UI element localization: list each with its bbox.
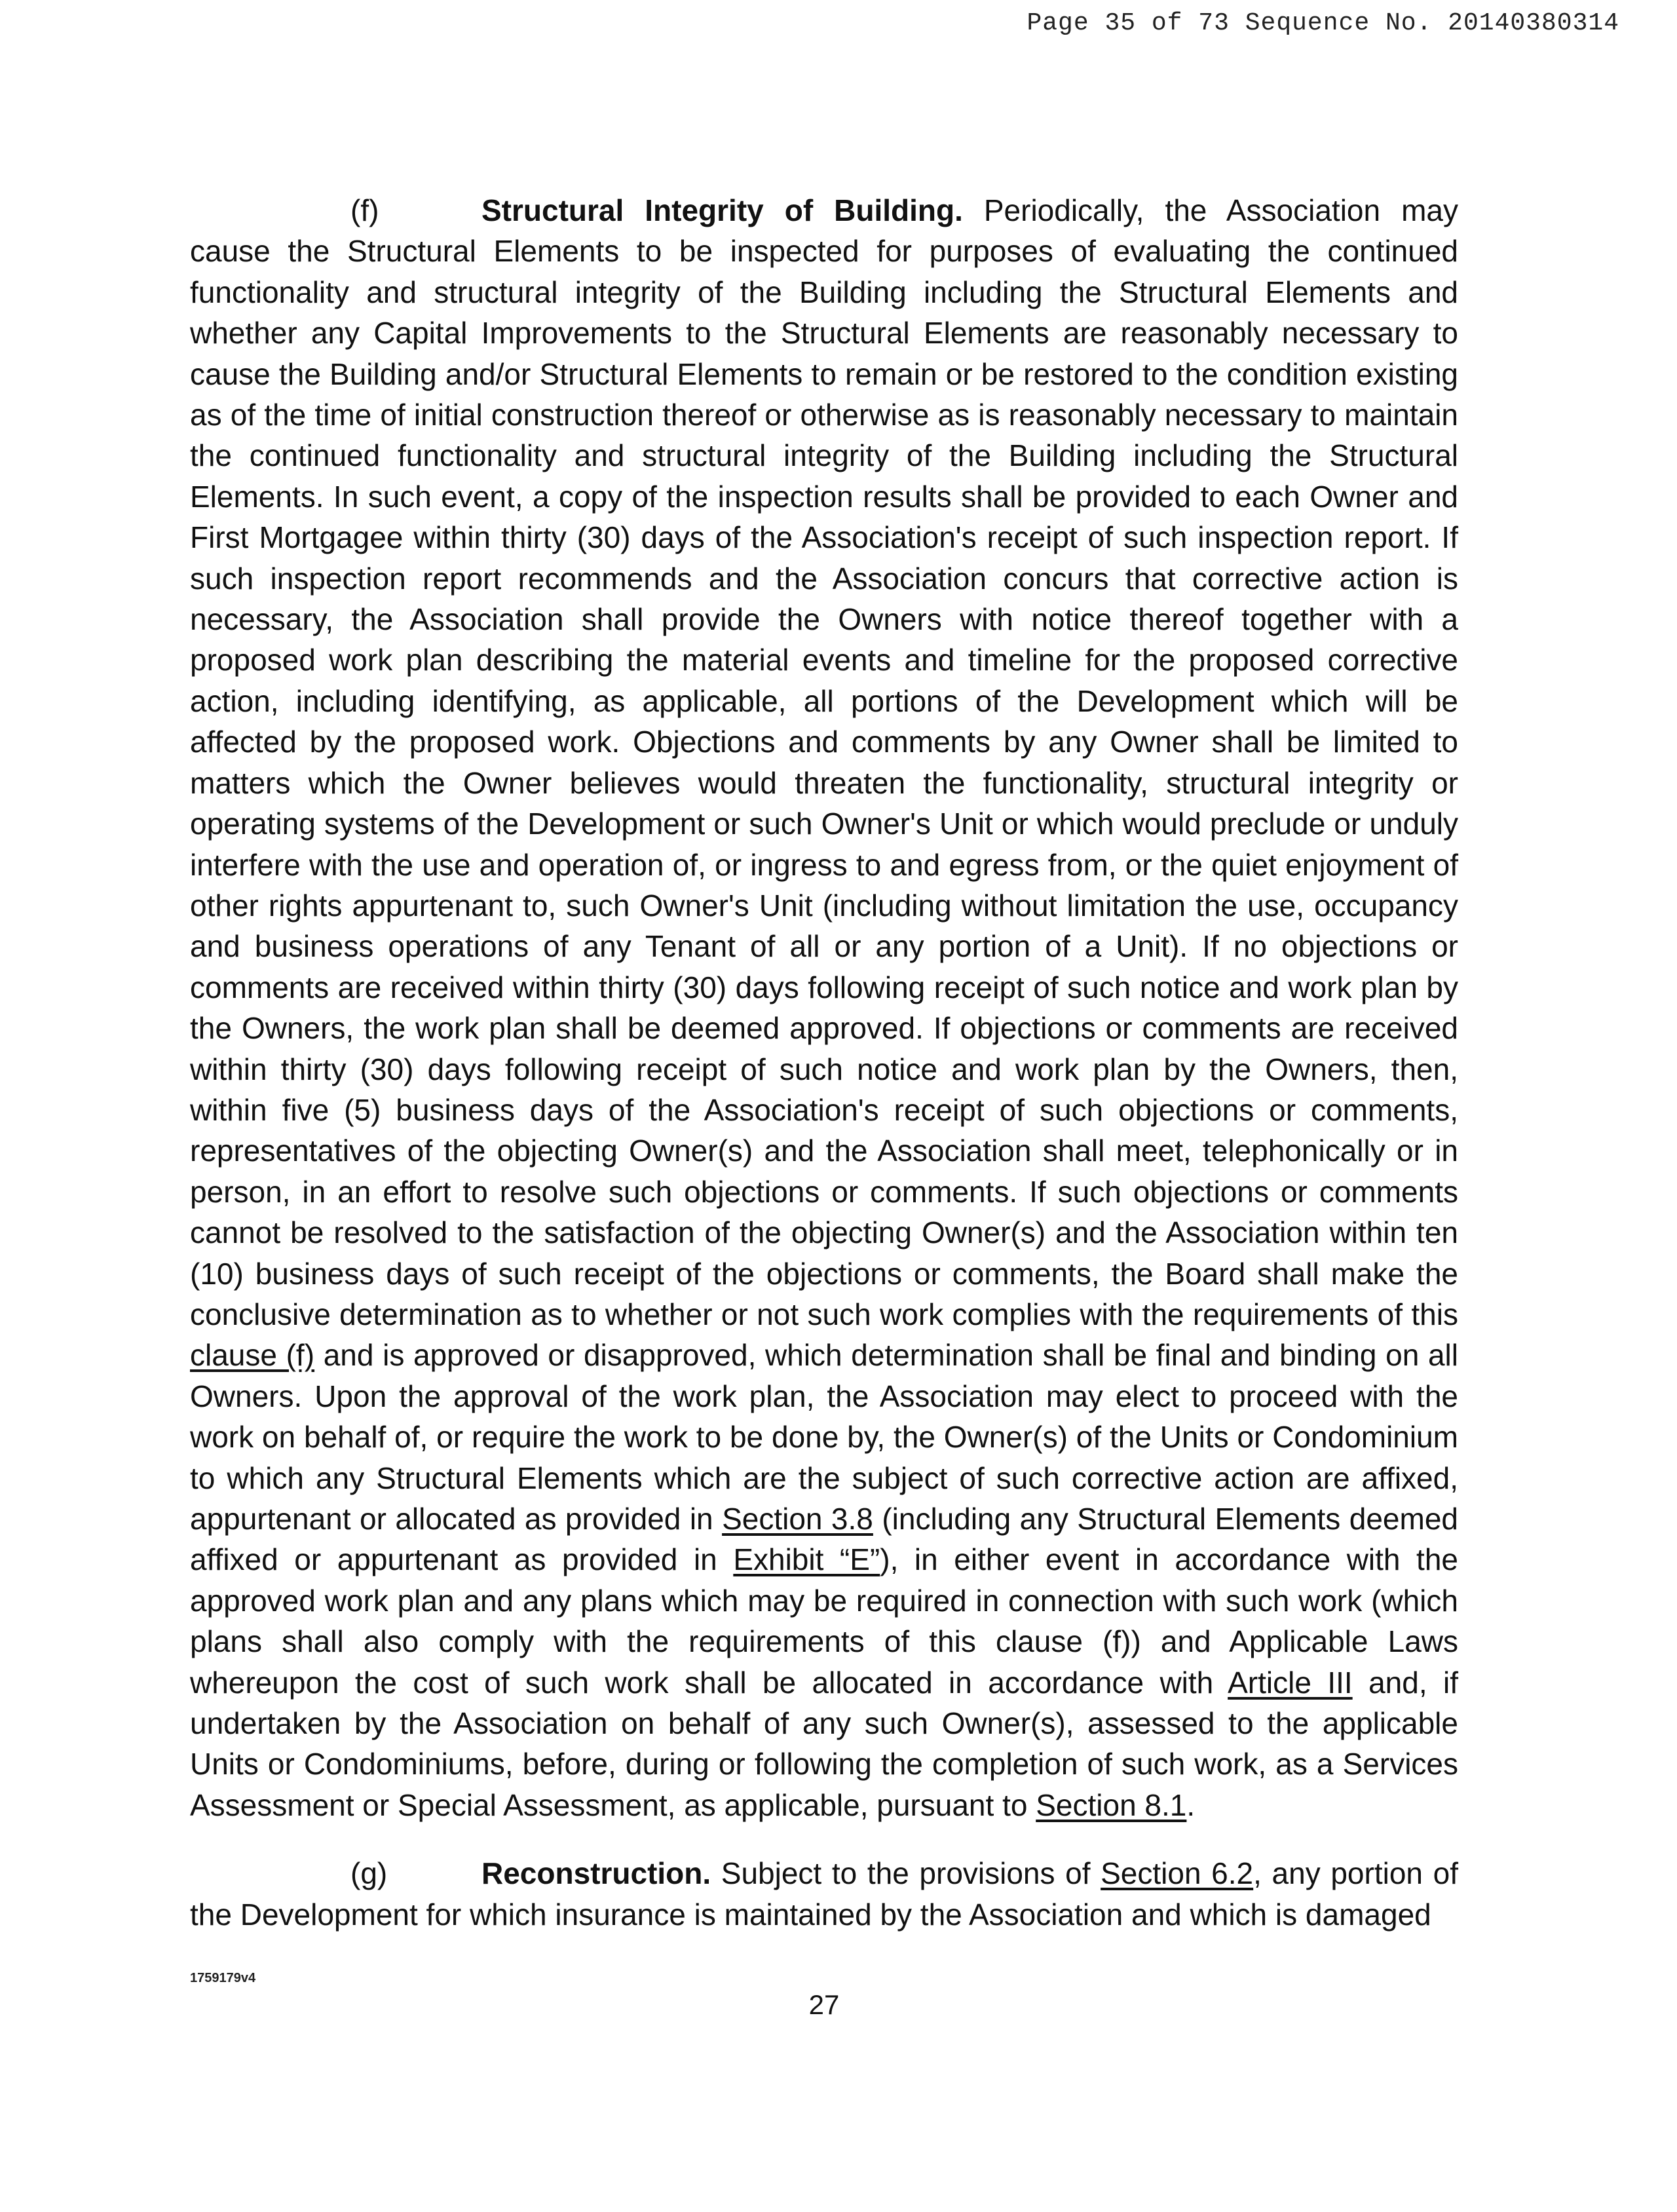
section-reference: Section 6.2 xyxy=(1101,1856,1254,1891)
section-heading: Structural Integrity of Building. xyxy=(481,193,963,227)
page-number: 27 xyxy=(808,1989,840,2020)
paragraph-text: Periodically, the Association may cause the Structural Elements to be inspected for purposes of evaluating the continued functionality and structural integrity of the Building including the Structural Elements and whether any Capital Improvements to the Structural Elements are reasonably necessary to cause the Building and/or Structural Elements to remain or be restored to the condition existing as of the time of initial construction thereof or otherwise as is reasonably necessary to maintain the continued functionality and structural integrity of the Building including the Structural Elements. In such event, a copy of the inspection results shall be provided to each Owner and First Mortgagee within thirty (30) days of the Association's receipt of such inspection report. If such inspection report recommends and the Association concurs that corrective action is necessary, the Association shall provide the Owners with notice thereof together with a proposed work plan describing the material events and timeline for the proposed corrective action, including identifying, as applicable, all portions of the Development which will be affected by the proposed work. Objections and comments by any Owner shall be limited to matters which the Owner believes would threaten the functionality, structural integrity or operating systems of the Development or such Owner's Unit or which would preclude or unduly interfere with the use and operation of, or ingress to and egress from, or the quiet enjoyment of other rights appurtenant to, such Owner's Unit (including without limitation the use, occupancy and business operations of any Tenant of all or any portion of a Unit). If no objections or comments are received within thirty (30) days following receipt of such notice and work plan by the Owners, the work plan shall be deemed approved. If objections or comments are received within thirty (30) days following receipt of such notice and work plan by the Owners, then, within five (5) business days of the Association's receipt of such objections or comments, representatives of the objecting Owner(s) and the Association shall meet, telephonically or in person, in an effort to resolve such objections or comments. If such objections or comments cannot be resolved to the satisfaction of the objecting Owner(s) and the Association within ten (10) business days of such receipt of the objections or comments, the Board shall make the conclusive determination as to whether or not such work complies with the requirements of this xyxy=(190,193,1458,1331)
article-reference: Article III xyxy=(1228,1665,1353,1700)
paragraph-text: , any portion of the Development for which insurance is maintained by the Association and which is damaged xyxy=(190,1856,1458,1932)
paragraph-text: ), in either event in accordance with the approved work plan and any plans which may be required in connection with such work (which plans shall also comply with the requirements of this clause (f)) and Applicable Laws whereupon the cost of such work shall be allocated in accordance with xyxy=(190,1542,1459,1700)
document-body xyxy=(190,190,1458,1935)
paragraph-text: Subject to the provisions of xyxy=(711,1856,1101,1891)
paragraph-text: and, if undertaken by the Association on behalf of any such Owner(s), assessed to the applicable Units or Condominiums, before, during or following the completion of such work, as a Services Assessment or Special Assessment, as applicable, pursuant to xyxy=(190,1665,1458,1822)
section-heading: Reconstruction. xyxy=(481,1856,711,1891)
paragraph-text: . xyxy=(1186,1787,1196,1822)
paragraph-text: (including any Structural Elements deemed affixed or appurtenant as provided in xyxy=(190,1502,1458,1577)
section-reference: Section 8.1 xyxy=(1036,1787,1187,1822)
exhibit-reference: Exhibit “E” xyxy=(733,1542,880,1577)
section-reference: Section 3.8 xyxy=(722,1502,873,1536)
paragraph-label: (f) xyxy=(350,193,379,227)
clause-reference: clause (f) xyxy=(190,1338,315,1373)
paragraph-label: (g) xyxy=(350,1856,388,1891)
paragraph-text: and is approved or disapproved, which determination shall be final and binding on all Owners. Upon the approval of the work plan, the Association may elect to proceed with the work on behalf of, or require the work to be done by, the Owner(s) of the Units or Condominium to which any Structural Elements which are the subject of such corrective action are affixed, appurtenant or allocated as provided in xyxy=(190,1338,1458,1536)
document-id: 1759179v4 xyxy=(190,1971,256,1985)
page-sequence-stamp: Page 35 of 73 Sequence No. 20140380314 xyxy=(1027,9,1619,37)
paragraph-g xyxy=(190,1853,1458,1935)
paragraph-f xyxy=(190,190,1458,1825)
